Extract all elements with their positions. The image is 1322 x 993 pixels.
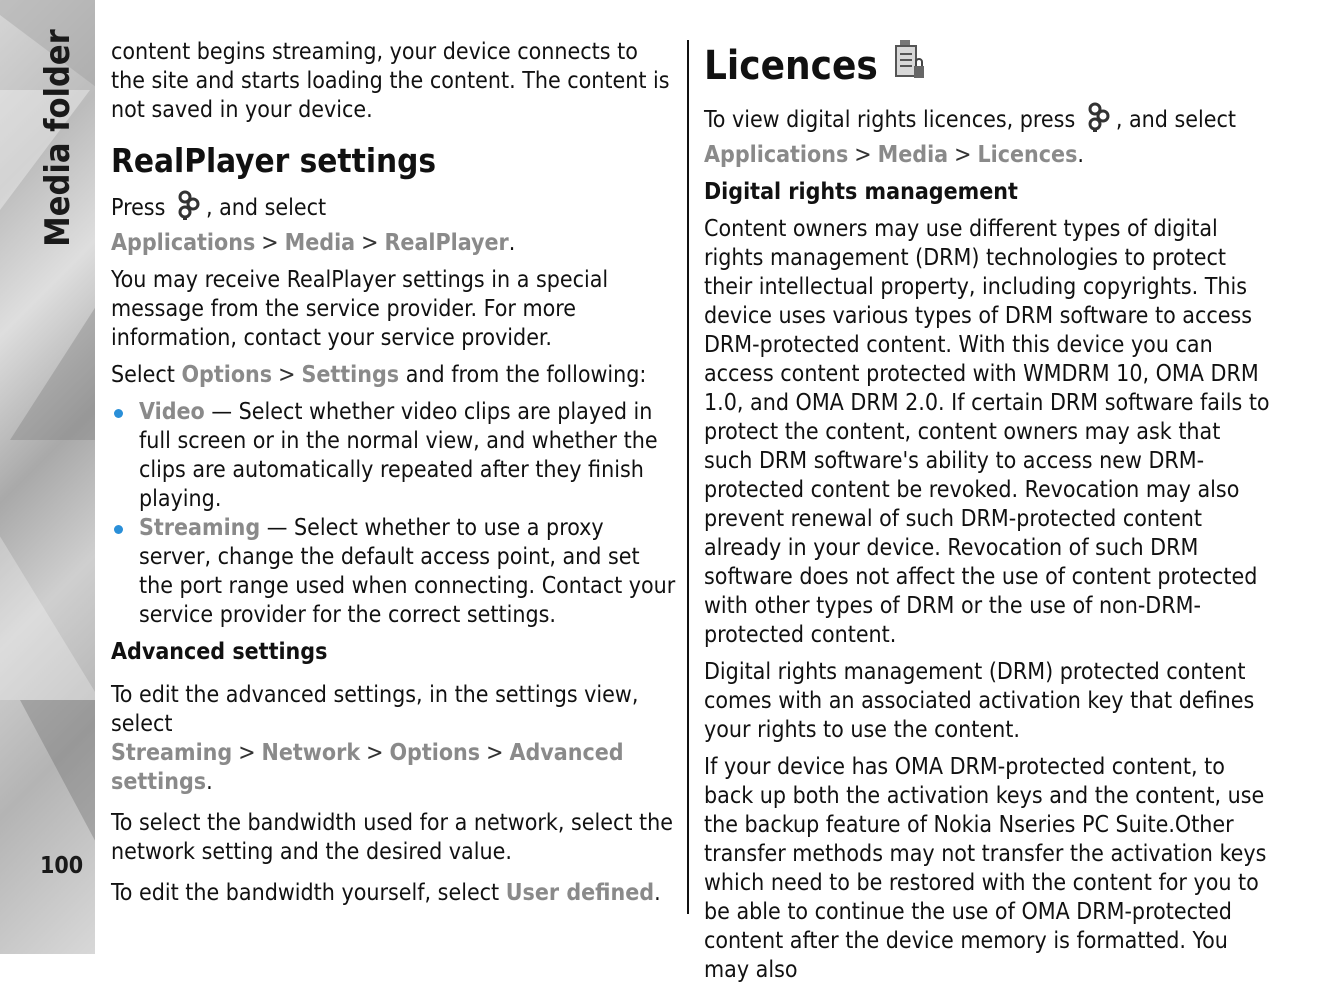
menu-options: Options bbox=[181, 362, 273, 388]
right-column bbox=[704, 38, 1272, 993]
menu-separator: > bbox=[361, 230, 379, 256]
select-options-instruction bbox=[111, 361, 676, 390]
list-item-video bbox=[111, 398, 676, 514]
drm-paragraph-2: Digital rights management (DRM) protected content comes with an associated activation key that defines your rights to use the content. bbox=[704, 659, 1255, 743]
menu-separator: > bbox=[366, 740, 384, 766]
menu-separator: > bbox=[954, 142, 972, 168]
sidebar-facet bbox=[20, 700, 95, 850]
section-title: Media folder bbox=[38, 29, 78, 247]
press-instruction bbox=[111, 189, 676, 258]
press-text-after: , and select bbox=[205, 195, 327, 221]
select-text: Select bbox=[111, 362, 175, 388]
term-streaming: Streaming bbox=[139, 515, 261, 541]
menu-options: Options bbox=[389, 740, 481, 766]
bandwidth-select-paragraph: To select the bandwidth used for a network, select the network setting and the desired value. bbox=[111, 810, 674, 865]
menu-user-defined: User defined bbox=[505, 880, 655, 906]
menu-applications: Applications bbox=[704, 142, 849, 168]
settings-list bbox=[111, 398, 676, 630]
list-item-streaming bbox=[111, 514, 676, 630]
view-end: . bbox=[1077, 142, 1084, 168]
menu-advanced-settings: Advanced settings bbox=[111, 740, 624, 795]
menu-key-icon bbox=[176, 189, 202, 229]
advanced-settings-heading: Advanced settings bbox=[111, 639, 328, 665]
menu-applications: Applications bbox=[111, 230, 256, 256]
column-divider bbox=[687, 40, 689, 914]
bandwidth-edit-text: To edit the bandwidth yourself, select bbox=[111, 880, 500, 906]
page-number: 100 bbox=[40, 853, 84, 879]
settings-message-paragraph: You may receive RealPlayer settings in a special message from the service provider. For more information, contact your service provider. bbox=[111, 267, 609, 351]
press-text: Press bbox=[111, 195, 166, 221]
drm-paragraph-1: Content owners may use different types of digital rights management (DRM) technologies to protect their intellectual property, including copyrights. This device uses various types of DRM software to access DRM-protected content. With this device you can access content protected with WMDRM 10, OMA DRM 1.0, and OMA DRM 2.0. If certain DRM software fails to protect the content, content owners may ask that such DRM software's ability to access new DRM-protected content be revoked. Revocation may also prevent renewal of such DRM-protected content already in your device. Revocation of such DRM software does not affect the use of content protected with other types of DRM or the use of non-DRM-protected content. bbox=[704, 216, 1270, 648]
drm-heading: Digital rights management bbox=[704, 179, 1018, 205]
view-text: To view digital rights licences, press bbox=[704, 107, 1076, 133]
realplayer-settings-heading: RealPlayer settings bbox=[111, 141, 437, 180]
menu-streaming: Streaming bbox=[111, 740, 233, 766]
bandwidth-edit-paragraph bbox=[111, 879, 676, 908]
menu-separator: > bbox=[854, 142, 872, 168]
sidebar-facet bbox=[10, 300, 95, 440]
menu-realplayer: RealPlayer bbox=[384, 230, 509, 256]
select-text-after: and from the following: bbox=[405, 362, 647, 388]
press-end: . bbox=[508, 230, 516, 256]
advanced-instruction bbox=[111, 681, 676, 797]
menu-media: Media bbox=[284, 230, 356, 256]
sidebar bbox=[0, 0, 95, 954]
menu-separator: > bbox=[261, 230, 279, 256]
menu-licences: Licences bbox=[977, 142, 1078, 168]
bandwidth-edit-end: . bbox=[654, 880, 661, 906]
view-text-after: , and select bbox=[1115, 107, 1236, 133]
menu-network: Network bbox=[261, 740, 361, 766]
view-licences-instruction bbox=[704, 101, 1272, 170]
left-column bbox=[111, 38, 676, 916]
menu-separator: > bbox=[278, 362, 296, 388]
sidebar-facet bbox=[0, 520, 95, 700]
licences-title: Licences bbox=[704, 42, 878, 89]
advanced-text: To edit the advanced settings, in the settings view, select bbox=[111, 682, 639, 737]
licence-icon bbox=[892, 38, 928, 93]
licences-heading bbox=[704, 38, 1272, 93]
drm-paragraph-3: If your device has OMA DRM-protected content, to back up both the activation keys and the content, use the backup feature of Nokia Nseries PC Suite.Other transfer methods may not transfer the activation keys which need to be restored with the content for you to be able to continue the use of OMA DRM-protected content after the device memory is formatted. You may also bbox=[704, 754, 1267, 983]
menu-separator: > bbox=[486, 740, 504, 766]
menu-separator: > bbox=[238, 740, 256, 766]
menu-key-icon bbox=[1086, 101, 1112, 141]
term-video: Video bbox=[139, 399, 205, 425]
menu-media: Media bbox=[877, 142, 949, 168]
advanced-end: . bbox=[206, 769, 213, 795]
bullet-text: — Select whether to use a proxy server, change the default access point, and set the port range used when connecting. Contact your service provider for the correct settings. bbox=[139, 515, 676, 628]
menu-settings: Settings bbox=[301, 362, 400, 388]
bullet-text: — Select whether video clips are played in full screen or in the normal view, and whether the clips are automatically repeated after they finish playing. bbox=[139, 399, 658, 512]
intro-paragraph: content begins streaming, your device connects to the site and starts loading the content. The content is not saved in your device. bbox=[111, 39, 670, 123]
